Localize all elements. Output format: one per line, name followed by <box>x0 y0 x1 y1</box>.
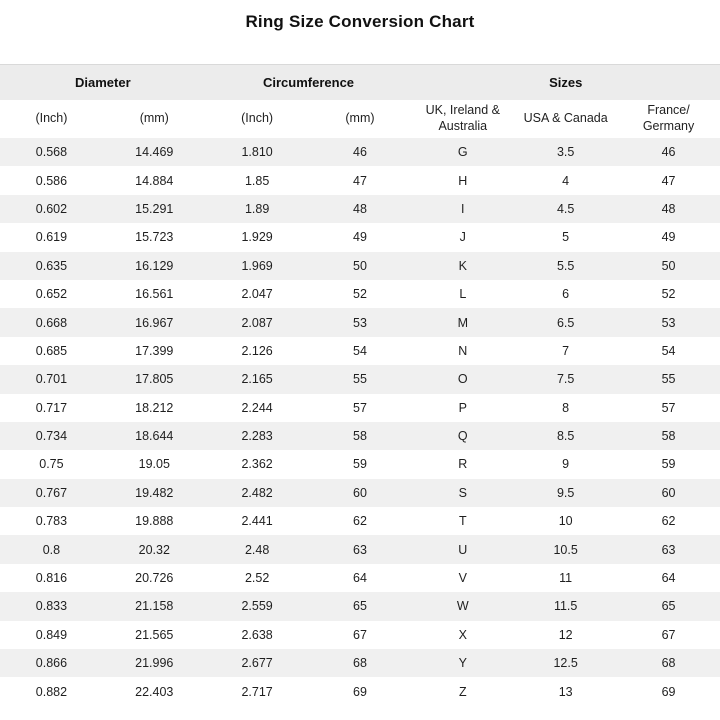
column-header-4: UK, Ireland & Australia <box>411 100 514 138</box>
column-group-sizes: Sizes <box>411 65 720 101</box>
table-cell: 0.8 <box>42 542 61 557</box>
table-cell: 55 <box>661 372 676 387</box>
table-cell: 46 <box>661 145 676 160</box>
table-cell: 1.969 <box>241 258 273 273</box>
table-cell: 67 <box>661 627 676 642</box>
table-cell: 53 <box>353 315 367 330</box>
table-cell: 49 <box>661 230 676 245</box>
table-cell: 47 <box>353 173 367 188</box>
table-row <box>0 592 720 620</box>
table-cell: 20.32 <box>138 542 170 557</box>
table-cell: 0.734 <box>35 429 68 444</box>
table-row <box>0 479 720 507</box>
table-cell: 13 <box>558 684 573 699</box>
table-cell: 57 <box>661 400 676 415</box>
table-cell: 15.723 <box>135 230 174 245</box>
table-cell: 0.866 <box>35 656 68 671</box>
table-cell: 69 <box>661 684 676 699</box>
table-cell: 2.244 <box>241 400 273 415</box>
table-row <box>0 677 720 705</box>
table-row <box>0 564 720 592</box>
table-cell: 16.967 <box>135 315 174 330</box>
table-cell: 19.05 <box>138 457 170 472</box>
table-cell: 0.849 <box>35 627 68 642</box>
table-cell: 57 <box>353 400 367 415</box>
table-cell: 63 <box>353 542 367 557</box>
table-row <box>0 138 720 166</box>
table-cell: 7 <box>562 343 570 358</box>
table-cell: W <box>456 599 469 614</box>
table-cell: 5 <box>562 230 570 245</box>
table-cell: 58 <box>661 429 676 444</box>
table-cell: 11 <box>559 571 573 586</box>
table-cell: 20.726 <box>135 571 174 586</box>
table-row <box>0 337 720 365</box>
table-cell: 52 <box>353 287 367 302</box>
table-cell: 55 <box>353 372 367 387</box>
table-header <box>0 65 720 139</box>
table-cell: 6.5 <box>556 315 575 330</box>
table-cell: 60 <box>353 485 367 500</box>
page-title: Ring Size Conversion Chart <box>245 12 475 31</box>
table-cell: Y <box>458 656 467 671</box>
table-row <box>0 507 720 535</box>
table-cell: 60 <box>661 485 676 500</box>
table-cell: L <box>459 287 467 302</box>
table-cell: 0.783 <box>35 514 68 529</box>
table-cell: 9 <box>562 457 570 472</box>
table-cell: 9.5 <box>556 485 575 500</box>
table-cell: H <box>458 173 468 188</box>
table-cell: 0.816 <box>35 571 68 586</box>
table-cell: 2.48 <box>244 542 270 557</box>
table-cell: 5.5 <box>556 258 575 273</box>
table-cell: 16.561 <box>135 287 174 302</box>
table-cell: K <box>458 258 467 273</box>
table-cell: 0.717 <box>35 400 68 415</box>
table-cell: 53 <box>661 315 676 330</box>
table-cell: 50 <box>353 258 367 273</box>
table-cell: R <box>458 457 468 472</box>
table-row <box>0 621 720 649</box>
table-cell: 1.89 <box>244 201 270 216</box>
table-cell: 2.441 <box>241 514 273 529</box>
table-cell: 68 <box>661 656 676 671</box>
table-cell: 63 <box>661 542 676 557</box>
table-cell: 50 <box>661 258 676 273</box>
table-cell: 21.158 <box>135 599 174 614</box>
table-cell: 64 <box>353 571 367 586</box>
table-cell: 11.5 <box>553 599 578 614</box>
table-cell: 6 <box>562 287 570 302</box>
table-cell: 59 <box>661 457 676 472</box>
table-cell: 4.5 <box>556 201 575 216</box>
table-cell: 0.568 <box>35 145 68 160</box>
table-cell: 2.165 <box>241 372 273 387</box>
column-header-3: (mm) <box>309 100 412 138</box>
table-cell: 1.929 <box>241 230 273 245</box>
table-cell: 19.482 <box>135 485 174 500</box>
table-cell: 10 <box>558 514 573 529</box>
table-row <box>0 223 720 251</box>
table-cell: 0.685 <box>35 343 68 358</box>
table-cell: 47 <box>661 173 676 188</box>
table-cell: 0.635 <box>35 258 68 273</box>
table-cell: 2.482 <box>241 485 273 500</box>
table-row <box>0 450 720 478</box>
table-cell: O <box>457 372 468 387</box>
table-cell: 2.677 <box>241 656 273 671</box>
table-cell: I <box>461 201 465 216</box>
table-row <box>0 252 720 280</box>
column-header-5: USA & Canada <box>514 100 617 138</box>
table-cell: 15.291 <box>135 201 174 216</box>
column-group-row <box>0 65 720 101</box>
table-cell: 0.701 <box>35 372 68 387</box>
table-cell: 10.5 <box>553 542 578 557</box>
table-cell: 8.5 <box>556 429 575 444</box>
table-cell: S <box>458 485 467 500</box>
table-row <box>0 422 720 450</box>
table-cell: 0.833 <box>35 599 68 614</box>
column-group-circumference: Circumference <box>206 65 412 101</box>
table-cell: 17.399 <box>135 343 174 358</box>
table-cell: M <box>457 315 468 330</box>
table-cell: 18.644 <box>135 429 174 444</box>
column-header-row <box>0 100 720 138</box>
table-cell: 2.283 <box>241 429 273 444</box>
column-header-0: (Inch) <box>0 100 103 138</box>
table-cell: 8 <box>562 400 570 415</box>
table-cell: 46 <box>353 145 367 160</box>
table-cell: 14.469 <box>135 145 174 160</box>
table-cell: 0.602 <box>35 201 68 216</box>
table-cell: T <box>458 514 467 529</box>
table-cell: Z <box>458 684 467 699</box>
table-cell: 2.52 <box>244 571 270 586</box>
table-row <box>0 535 720 563</box>
table-cell: 58 <box>353 429 367 444</box>
table-row <box>0 649 720 677</box>
table-cell: 65 <box>661 599 676 614</box>
column-header-6: France/ Germany <box>617 100 720 138</box>
table-cell: 67 <box>353 627 367 642</box>
table-row <box>0 308 720 336</box>
table-cell: 0.586 <box>35 173 68 188</box>
table-cell: 68 <box>353 656 367 671</box>
table-cell: 65 <box>353 599 367 614</box>
table-cell: 69 <box>353 684 367 699</box>
table-row <box>0 166 720 194</box>
table-cell: 2.362 <box>241 457 273 472</box>
table-cell: X <box>458 627 467 642</box>
table-cell: 2.087 <box>241 315 273 330</box>
table-cell: 0.619 <box>35 230 68 245</box>
table-cell: 62 <box>661 514 676 529</box>
table-cell: 2.638 <box>241 627 273 642</box>
table-cell: 0.652 <box>35 287 68 302</box>
table-cell: 1.810 <box>241 145 273 160</box>
table-cell: 19.888 <box>135 514 174 529</box>
table-row <box>0 365 720 393</box>
table-cell: 18.212 <box>135 400 174 415</box>
table-cell: 14.884 <box>135 173 174 188</box>
table-cell: 7.5 <box>556 372 575 387</box>
table-cell: 0.767 <box>35 485 68 500</box>
table-row <box>0 195 720 223</box>
table-cell: 48 <box>353 201 367 216</box>
table-cell: 12 <box>558 627 573 642</box>
table-cell: 2.717 <box>241 684 273 699</box>
table-cell: 16.129 <box>135 258 174 273</box>
table-cell: P <box>458 400 467 415</box>
table-cell: 12.5 <box>553 656 578 671</box>
table-cell: 0.668 <box>35 315 68 330</box>
table-cell: 59 <box>353 457 367 472</box>
table-cell: 4 <box>562 173 570 188</box>
table-row <box>0 280 720 308</box>
table-cell: 64 <box>661 571 676 586</box>
table-cell: 0.75 <box>39 457 64 472</box>
column-header-2: (Inch) <box>206 100 309 138</box>
table-cell: 48 <box>661 201 676 216</box>
table-row <box>0 394 720 422</box>
table-cell: 1.85 <box>244 173 270 188</box>
table-cell: U <box>458 542 468 557</box>
column-header-1: (mm) <box>103 100 206 138</box>
table-cell: Q <box>457 429 468 444</box>
table-cell: 62 <box>353 514 367 529</box>
table-cell: 2.126 <box>241 343 273 358</box>
table-cell: 3.5 <box>556 145 575 160</box>
table-cell: 54 <box>353 343 367 358</box>
table-cell: V <box>458 571 467 586</box>
column-group-diameter: Diameter <box>0 65 206 101</box>
table-cell: 0.882 <box>35 684 68 699</box>
table-cell: 2.559 <box>241 599 273 614</box>
table-cell: 54 <box>661 343 676 358</box>
table-cell: 22.403 <box>135 684 174 699</box>
table-cell: 21.565 <box>135 627 174 642</box>
table-cell: N <box>458 343 468 358</box>
ring-size-conversion-table <box>0 64 720 706</box>
table-cell: 52 <box>661 287 676 302</box>
table-cell: 17.805 <box>135 372 174 387</box>
table-cell: 21.996 <box>135 656 174 671</box>
table-body <box>0 138 720 706</box>
table-cell: J <box>459 230 466 245</box>
table-cell: G <box>457 145 468 160</box>
table-cell: 49 <box>353 230 367 245</box>
table-cell: 2.047 <box>241 287 273 302</box>
